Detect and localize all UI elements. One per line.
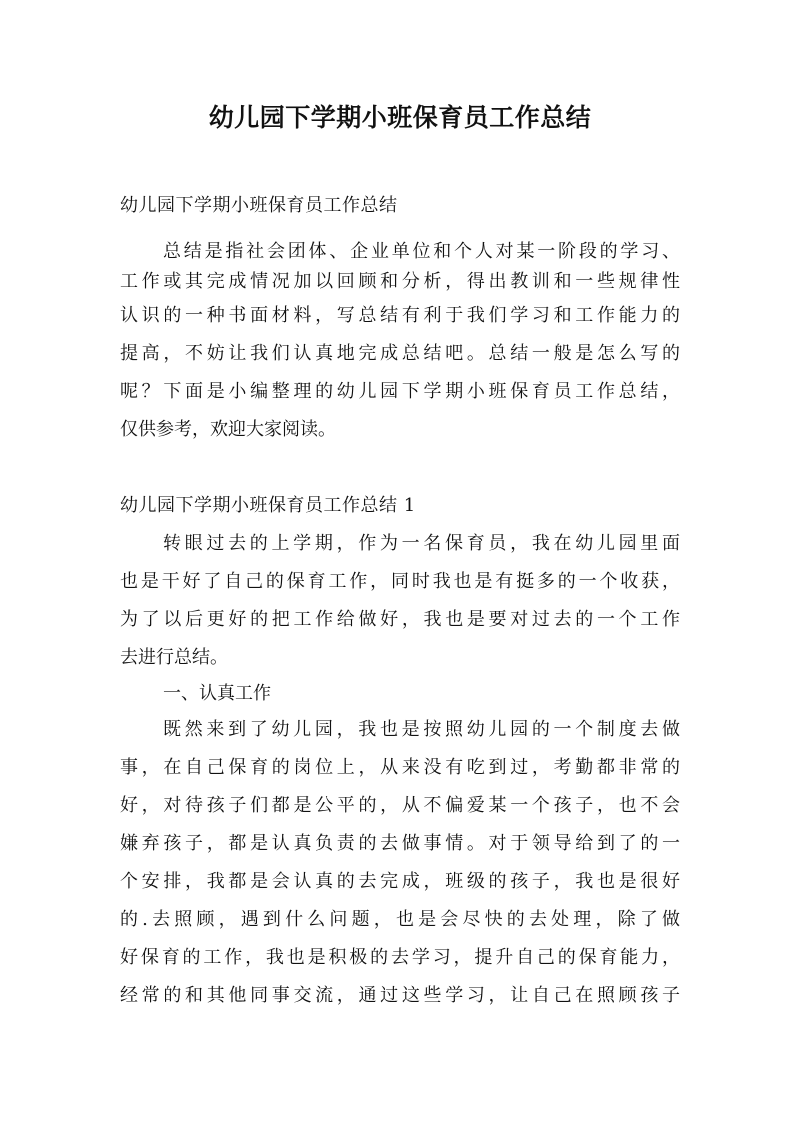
intro-line-5: 呢？下面是小编整理的幼儿园下学期小班保育员工作总结， [120,381,680,402]
section-1-para-1-line-1: 转眼过去的上学期，作为一名保育员，我在幼儿园里面 [163,533,680,554]
document-subtitle: 幼儿园下学期小班保育员工作总结 [120,195,398,216]
subheading-1: 一、认真工作 [163,683,271,704]
section-1-para-1-line-2: 也是干好了自己的保育工作，同时我也是有挺多的一个收获， [120,571,680,592]
section-1-para-2-line-6: 的.去照顾，遇到什么问题，也是会尽快的去处理，除了做 [120,909,680,930]
section-1-para-1-line-3: 为了以后更好的把工作给做好，我也是要对过去的一个工作 [120,609,680,630]
section-1-para-2-line-4: 嫌弃孩子，都是认真负责的去做事情。对于领导给到了的一 [120,833,680,854]
section-1-para-2-line-7: 好保育的工作，我也是积极的去学习，提升自己的保育能力， [120,947,680,968]
section-1-para-2-line-2: 事，在自己保育的岗位上，从来没有吃到过，考勤都非常的 [120,757,680,778]
section-1-para-2-line-8: 经常的和其他同事交流，通过这些学习，让自己在照顾孩子 [120,985,680,1006]
document-title: 幼儿园下学期小班保育员工作总结 [208,103,592,132]
section-1-heading: 幼儿园下学期小班保育员工作总结 1 [120,495,416,516]
intro-line-4: 提高，不妨让我们认真地完成总结吧。总结一般是怎么写的 [120,343,680,364]
intro-line-3: 认识的一种书面材料，写总结有利于我们学习和工作能力的 [120,305,680,326]
intro-line-2: 工作或其完成情况加以回顾和分析，得出教训和一些规律性 [120,271,680,292]
intro-line-6: 仅供参考，欢迎大家阅读。 [120,419,336,440]
section-1-para-2-line-1: 既然来到了幼儿园，我也是按照幼儿园的一个制度去做 [163,719,680,740]
section-1-para-1-line-4: 去进行总结。 [120,647,228,668]
section-1-para-2-line-3: 好，对待孩子们都是公平的，从不偏爱某一个孩子，也不会 [120,795,680,816]
section-1-para-2-line-5: 个安排，我都是会认真的去完成，班级的孩子，我也是很好 [120,871,680,892]
intro-line-1: 总结是指社会团体、企业单位和个人对某一阶段的学习、 [163,241,680,262]
